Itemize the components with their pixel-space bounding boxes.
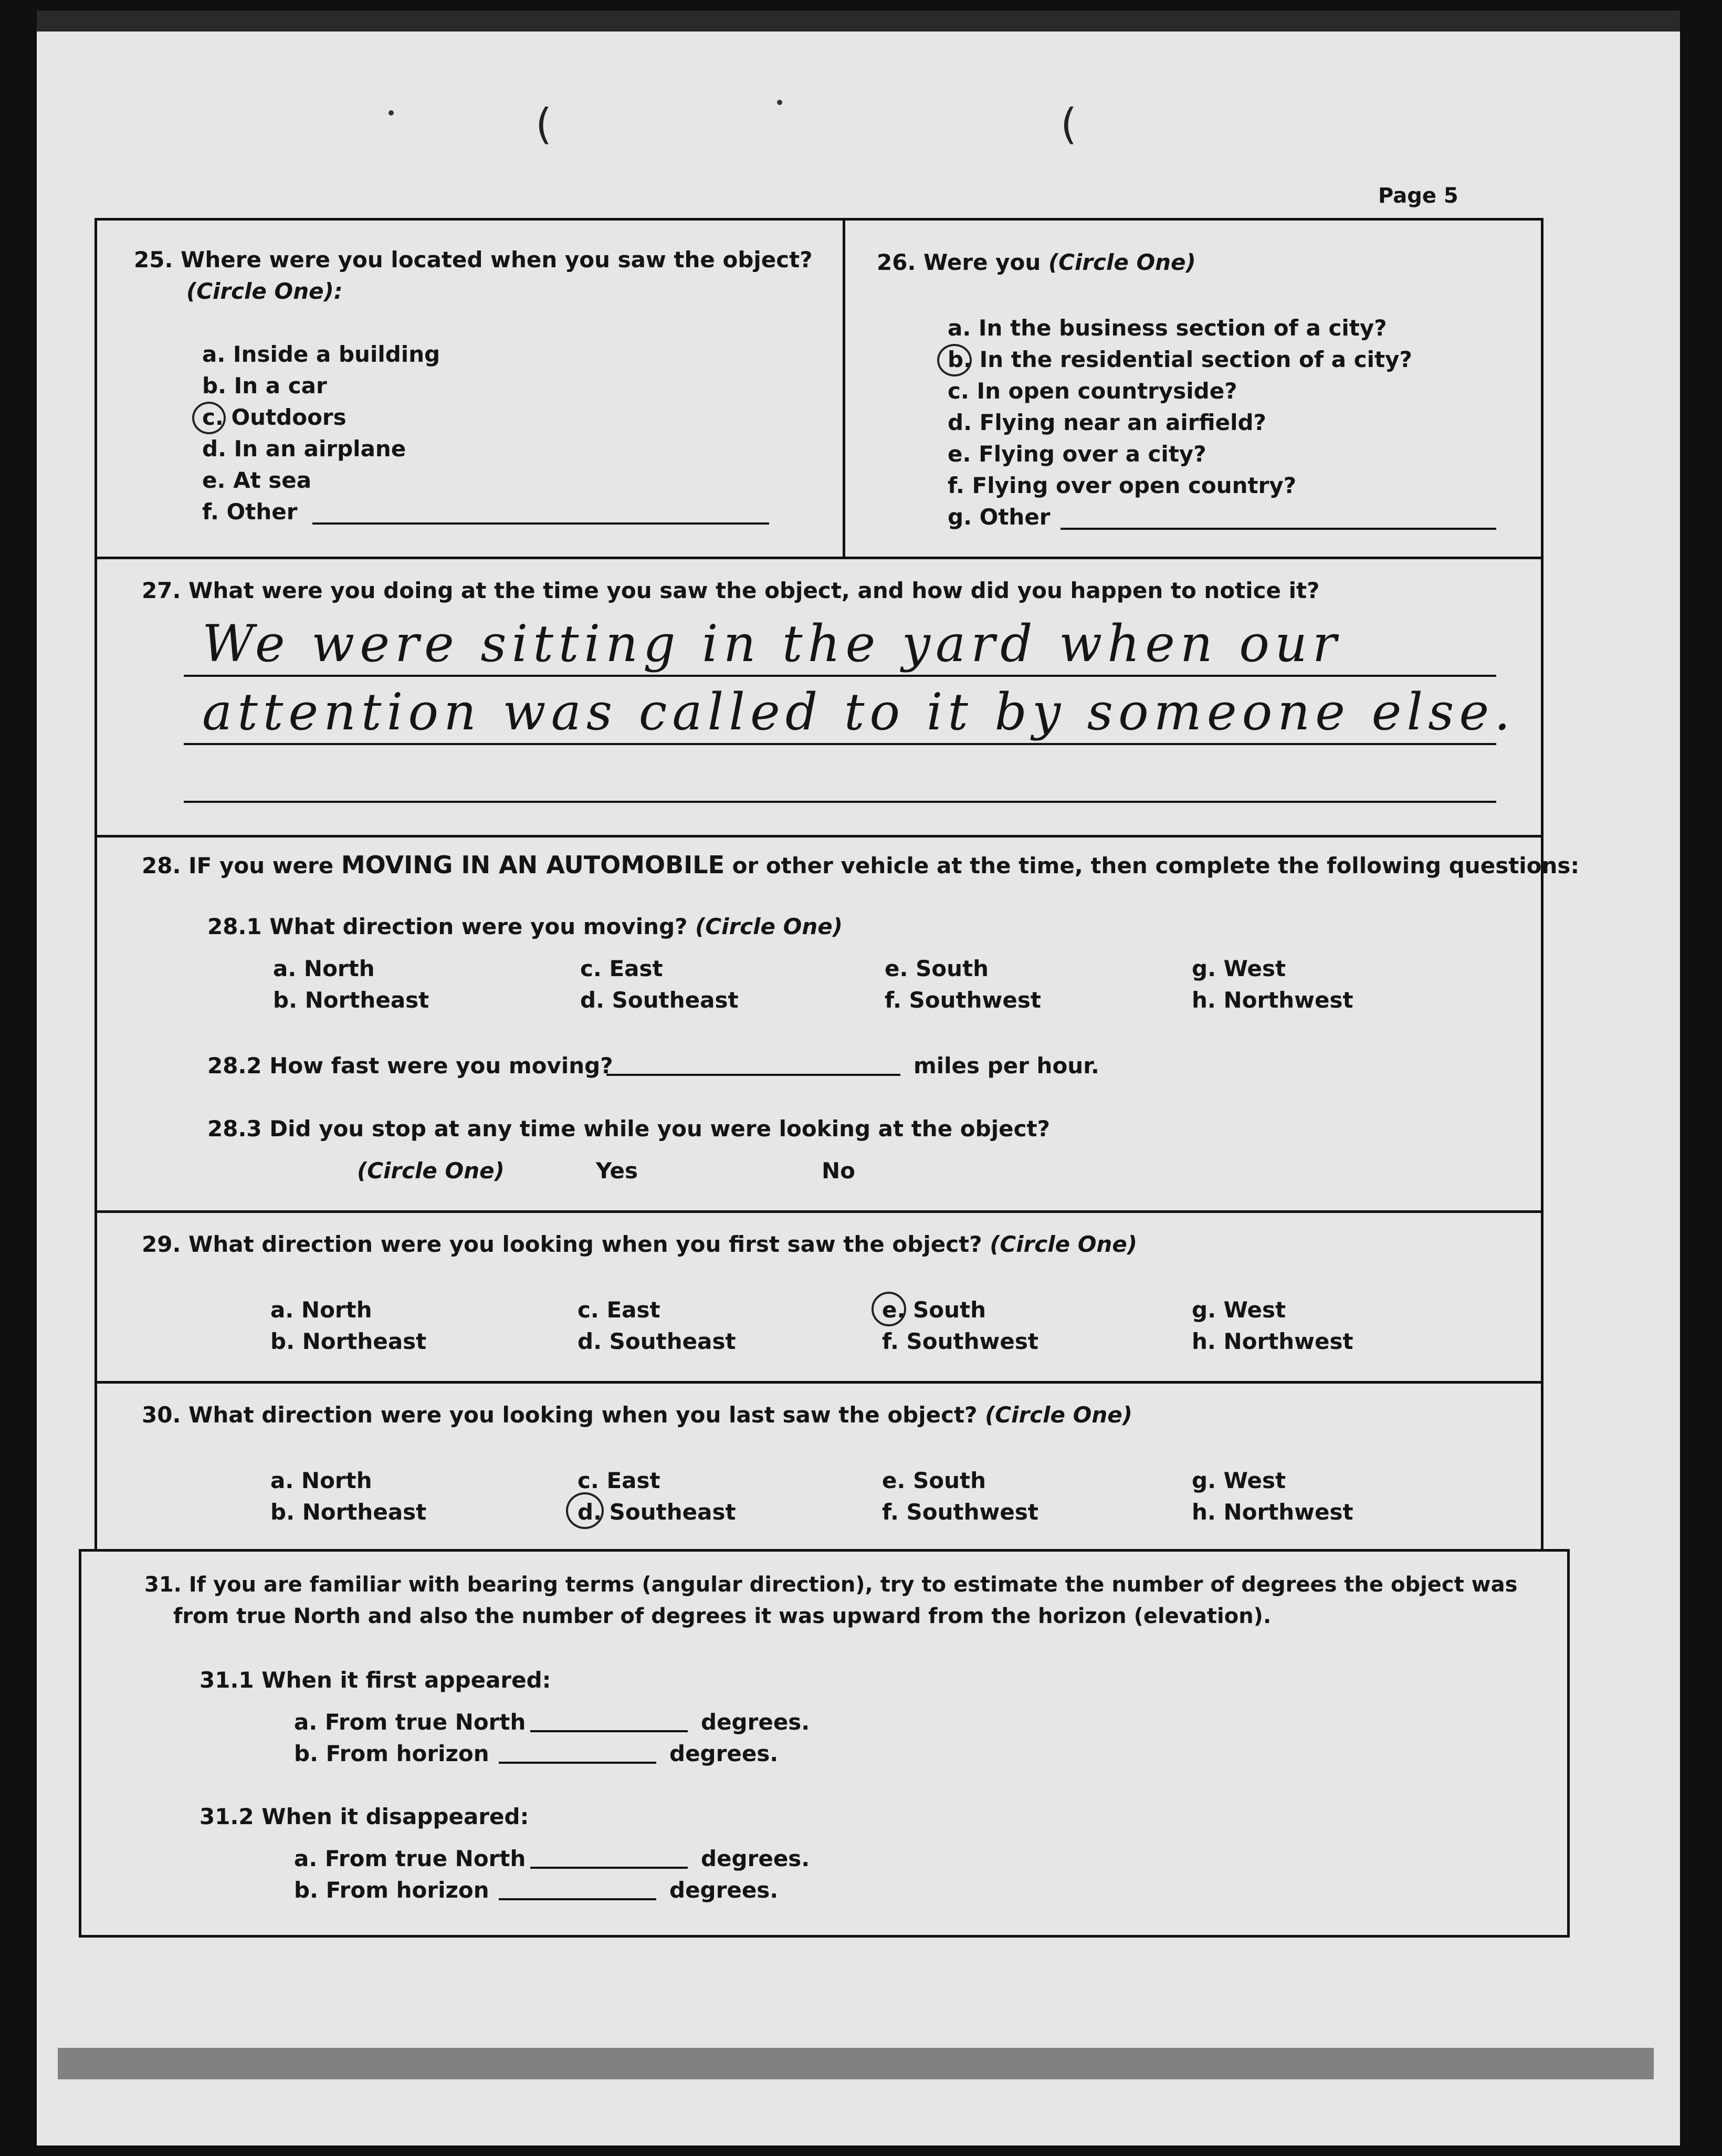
q31-2-true-north-label: a. From true North — [294, 1846, 526, 1871]
q31-1-label: 31.1 When it first appeared: — [200, 1667, 551, 1693]
q27-question: 27. What were you doing at the time you saw the object, and how did you happen to notice it? — [142, 578, 1320, 603]
q31-1-true-north-label: a. From true North — [294, 1709, 526, 1735]
q28-3-no[interactable]: No — [822, 1158, 856, 1184]
scan-edge-bottom — [58, 2048, 1654, 2079]
q30-option-a[interactable]: a. North — [270, 1468, 372, 1493]
q28-3-yes[interactable]: Yes — [596, 1158, 638, 1184]
column-divider — [843, 218, 845, 559]
q30-question: 30. What direction were you looking when you last saw the object? (Circle One) — [142, 1402, 1132, 1428]
q26-option-e[interactable]: e. Flying over a city? — [948, 441, 1206, 467]
q27-answer-line-1[interactable] — [184, 675, 1496, 677]
q27-handwritten-answer-line2: attention was called to it by someone else. — [202, 683, 1516, 741]
q28-1-option-e[interactable]: e. South — [885, 956, 989, 981]
q29-option-b[interactable]: b. Northeast — [270, 1328, 427, 1354]
q28-1-option-c[interactable]: c. East — [580, 956, 663, 981]
q26-option-f[interactable]: f. Flying over open country? — [948, 473, 1297, 498]
q26-option-c[interactable]: c. In open countryside? — [948, 378, 1237, 404]
q31-2-horizon-label: b. From horizon — [294, 1877, 489, 1903]
q26-option-a[interactable]: a. In the business section of a city? — [948, 315, 1387, 341]
q30-option-e[interactable]: e. South — [882, 1468, 986, 1493]
q27-handwritten-answer-line1: We were sitting in the yard when our — [202, 614, 1342, 673]
q28-2-question: 28.2 How fast were you moving? — [207, 1053, 613, 1079]
q31-2-horizon-input[interactable] — [499, 1898, 656, 1900]
q30-option-c[interactable]: c. East — [578, 1468, 660, 1493]
q29-option-a[interactable]: a. North — [270, 1297, 372, 1323]
q31-2-label: 31.2 When it disappeared: — [200, 1804, 529, 1829]
q25-option-e[interactable]: e. At sea — [202, 467, 312, 493]
q31-question-line1: 31. If you are familiar with bearing terms (angular direction), try to estimate the number of degrees the object was — [144, 1573, 1518, 1597]
q25-other-line[interactable] — [312, 522, 769, 525]
q25-option-a[interactable]: a. Inside a building — [202, 341, 440, 367]
q25-instruction: (Circle One): — [186, 278, 343, 304]
q31-2-true-north-unit: degrees. — [701, 1846, 810, 1871]
q31-1-true-north-input[interactable] — [530, 1730, 688, 1732]
binder-hole-mark-right: ( — [1060, 100, 1077, 149]
scan-speck — [388, 110, 394, 116]
q25-option-f[interactable]: f. Other — [202, 499, 298, 525]
q25-question: 25. Where were you located when you saw the object? — [134, 247, 813, 273]
q30-option-h[interactable]: h. Northwest — [1192, 1499, 1353, 1525]
q25-option-b[interactable]: b. In a car — [202, 373, 327, 399]
q28-1-option-h[interactable]: h. Northwest — [1192, 987, 1353, 1013]
q28-3-instruction: (Circle One) — [357, 1158, 505, 1184]
q29-option-h[interactable]: h. Northwest — [1192, 1328, 1353, 1354]
page-number: Page 5 — [1378, 184, 1458, 208]
q29-question: 29. What direction were you looking when you first saw the object? (Circle One) — [142, 1231, 1138, 1257]
q31-2-horizon-unit: degrees. — [669, 1877, 779, 1903]
scan-speck — [777, 100, 782, 105]
q30-option-b[interactable]: b. Northeast — [270, 1499, 427, 1525]
q28-2-unit: miles per hour. — [914, 1053, 1099, 1079]
scan-edge-top — [37, 11, 1680, 32]
q31-question-line2: from true North and also the number of degrees it was upward from the horizon (elevation). — [173, 1604, 1272, 1628]
q29-option-d[interactable]: d. Southeast — [578, 1328, 736, 1354]
q28-1-option-d[interactable]: d. Southeast — [580, 987, 739, 1013]
q31-1-horizon-input[interactable] — [499, 1762, 656, 1764]
binder-hole-mark-left: ( — [536, 100, 552, 149]
q31-2-true-north-input[interactable] — [530, 1867, 688, 1869]
q27-answer-line-3[interactable] — [184, 801, 1496, 803]
q28-1-question: 28.1 What direction were you moving? (Circle One) — [207, 914, 843, 939]
q26-other-line[interactable] — [1060, 528, 1496, 530]
q26-option-b[interactable]: b. In the residential section of a city? — [948, 347, 1412, 372]
q31-1-horizon-label: b. From horizon — [294, 1741, 489, 1766]
q28-1-option-g[interactable]: g. West — [1192, 956, 1286, 981]
q30-option-f[interactable]: f. Southwest — [882, 1499, 1038, 1525]
q26-option-d[interactable]: d. Flying near an airfield? — [948, 410, 1266, 435]
q25-option-c[interactable]: c. Outdoors — [202, 404, 346, 430]
form-page — [37, 11, 1680, 2145]
q31-1-horizon-unit: degrees. — [669, 1741, 779, 1766]
q28-1-option-f[interactable]: f. Southwest — [885, 987, 1041, 1013]
q26-answer-circle — [937, 344, 972, 376]
q25-answer-circle — [192, 402, 226, 434]
q30-answer-circle — [566, 1492, 604, 1529]
q28-1-option-a[interactable]: a. North — [273, 956, 375, 981]
q26-question: 26. Were you (Circle One) — [877, 249, 1196, 275]
q28-1-option-b[interactable]: b. Northeast — [273, 987, 429, 1013]
q28-3-question: 28.3 Did you stop at any time while you were looking at the object? — [207, 1116, 1050, 1142]
q29-option-g[interactable]: g. West — [1192, 1297, 1286, 1323]
q29-option-c[interactable]: c. East — [578, 1297, 660, 1323]
section-28 — [94, 835, 1544, 1213]
q29-option-e[interactable]: e. South — [882, 1297, 986, 1323]
q28-2-speed-line[interactable] — [606, 1074, 900, 1076]
q28-question: 28. IF you were MOVING IN AN AUTOMOBILE or other vehicle at the time, then complete the following questions: — [142, 851, 1580, 879]
q26-option-g[interactable]: g. Other — [948, 504, 1051, 530]
q31-1-true-north-unit: degrees. — [701, 1709, 810, 1735]
q29-answer-circle — [872, 1292, 906, 1326]
q27-answer-line-2[interactable] — [184, 743, 1496, 745]
q30-option-d[interactable]: d. Southeast — [578, 1499, 736, 1525]
q29-option-f[interactable]: f. Southwest — [882, 1328, 1038, 1354]
q25-option-d[interactable]: d. In an airplane — [202, 436, 406, 462]
q30-option-g[interactable]: g. West — [1192, 1468, 1286, 1493]
